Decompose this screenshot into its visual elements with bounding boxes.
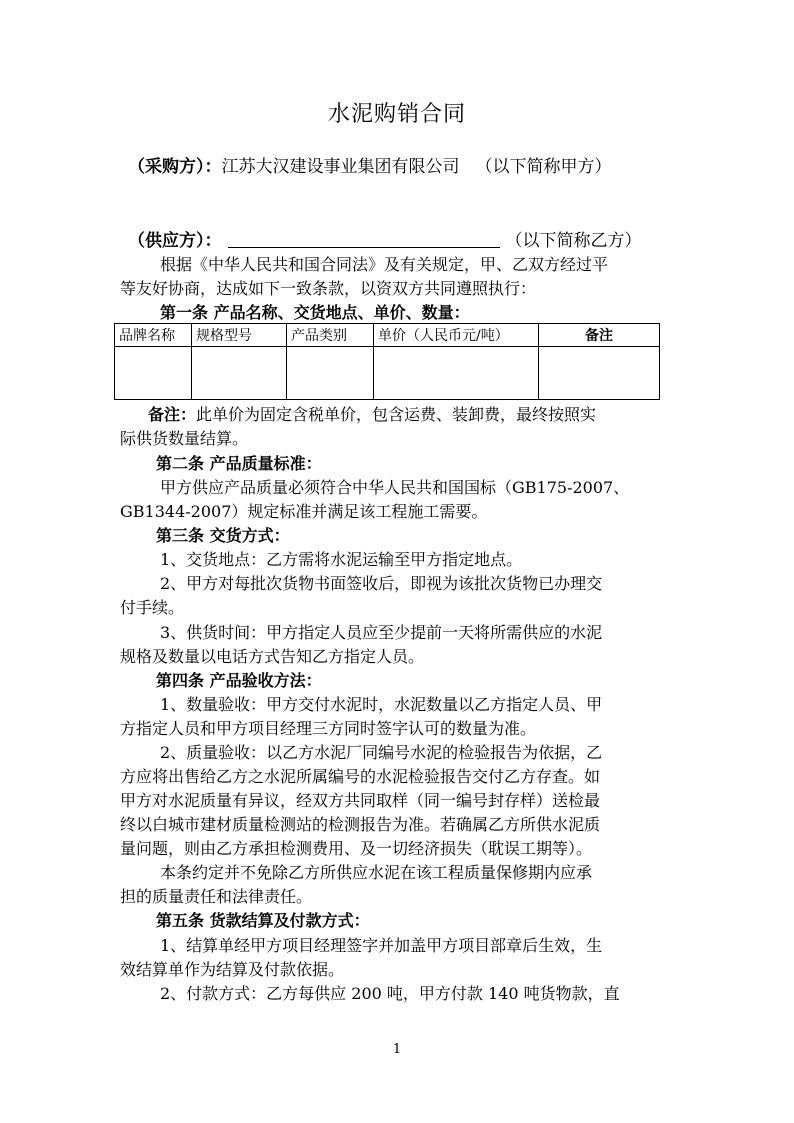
article-3-line-2: 2、甲方对每批次货物书面签收后，即视为该批次货物已办理交 (160, 574, 603, 593)
article-3-line-1: 1、交货地点：乙方需将水泥运输至甲方指定地点。 (160, 550, 523, 569)
buyer-line (128, 155, 612, 179)
table-cell (115, 347, 192, 400)
article-4-line-2: 方指定人员和甲方项目经理三方同时签字认可的数量为准。 (120, 719, 537, 738)
article-2-line-2: GB1344-2007）规定标准并满足该工程施工需要。 (120, 502, 488, 521)
intro-line-1: 根据《中华人民共和国合同法》及有关规定，甲、乙双方经过平 (160, 255, 609, 274)
table-cell (192, 347, 287, 400)
table-header-cell: 规格型号 (192, 324, 287, 347)
supplier-alias: （以下简称乙方） (505, 231, 642, 251)
supplier-line (128, 229, 642, 253)
article-4-line-3: 2、质量验收：以乙方水泥厂同编号水泥的检验报告为依据，乙 (160, 743, 603, 762)
table-row (115, 347, 660, 400)
table-header-cell: 品牌名称 (115, 324, 192, 347)
article-3-line-4: 3、供货时间：甲方指定人员应至少提前一天将所需供应的水泥 (160, 623, 603, 642)
article-1-note-line-1 (148, 403, 596, 427)
table-header-cell: 单价（人民币元/吨） (374, 324, 539, 347)
article-2-heading: 第二条 产品质量标准： (156, 454, 322, 473)
intro-line-2: 等友好协商，达成如下一致条款，以资双方共同遵照执行： (120, 279, 537, 298)
document-title: 水泥购销合同 (327, 102, 466, 127)
article-3-heading: 第三条 交货方式： (156, 526, 290, 545)
buyer-alias: （以下简称甲方） (475, 157, 612, 177)
article-5-line-3: 2、付款方式：乙方每供应 200 吨，甲方付款 140 吨货物款，直 (160, 984, 620, 1003)
article-5-heading: 第五条 货款结算及付款方式： (156, 911, 370, 930)
article-4-heading: 第四条 产品验收方法： (156, 671, 322, 690)
product-table (114, 323, 660, 400)
article-4-line-6: 终以白城市建材质量检测站的检测报告为准。若确属乙方所供水泥质 (120, 815, 601, 834)
article-4-line-5: 甲方对水泥质量有异议，经双方共同取样（同一编号封存样）送检最 (120, 791, 601, 810)
note-label: 备注： (148, 405, 197, 424)
supplier-label: （供应方）： (128, 231, 222, 251)
article-2-line-1: 甲方供应产品质量必须符合中华人民共和国国标（GB175-2007、 (160, 478, 630, 497)
table-header-cell: 备注 (539, 324, 660, 347)
article-4-line-9: 担的质量责任和法律责任。 (120, 887, 313, 906)
buyer-label: （采购方）： (128, 157, 222, 177)
table-cell (374, 347, 539, 400)
table-cell (287, 347, 374, 400)
table-header-cell: 产品类别 (287, 324, 374, 347)
buyer-name: 江苏大汉建设事业集团有限公司 (221, 157, 460, 177)
article-4-line-1: 1、数量验收：甲方交付水泥时，水泥数量以乙方指定人员、甲 (160, 695, 603, 714)
article-3-line-5: 规格及数量以电话方式告知乙方指定人员。 (120, 647, 425, 666)
supplier-name-blank (228, 229, 500, 248)
table-header-row (115, 324, 660, 347)
page-number: 1 (392, 1042, 402, 1057)
article-5-line-1: 1、结算单经甲方项目经理签字并加盖甲方项目部章后生效，生 (160, 936, 603, 955)
article-3-line-3: 付手续。 (120, 598, 185, 617)
article-4-line-8: 本条约定并不免除乙方所供应水泥在该工程质量保修期内应承 (160, 863, 593, 882)
article-5-line-2: 效结算单作为结算及付款依据。 (120, 960, 345, 979)
article-4-line-4: 方应将出售给乙方之水泥所属编号的水泥检验报告交付乙方存查。如 (120, 767, 601, 786)
table-cell (539, 347, 660, 400)
article-4-line-7: 量问题，则由乙方承担检测费用、及一切经济损失（耽误工期等）。 (120, 839, 593, 858)
article-1-heading: 第一条 产品名称、交货地点、单价、数量： (160, 303, 470, 322)
note-text: 此单价为固定含税单价，包含运费、装卸费，最终按照实 (196, 405, 597, 424)
article-1-note-line-2: 际供货数量结算。 (120, 429, 249, 448)
